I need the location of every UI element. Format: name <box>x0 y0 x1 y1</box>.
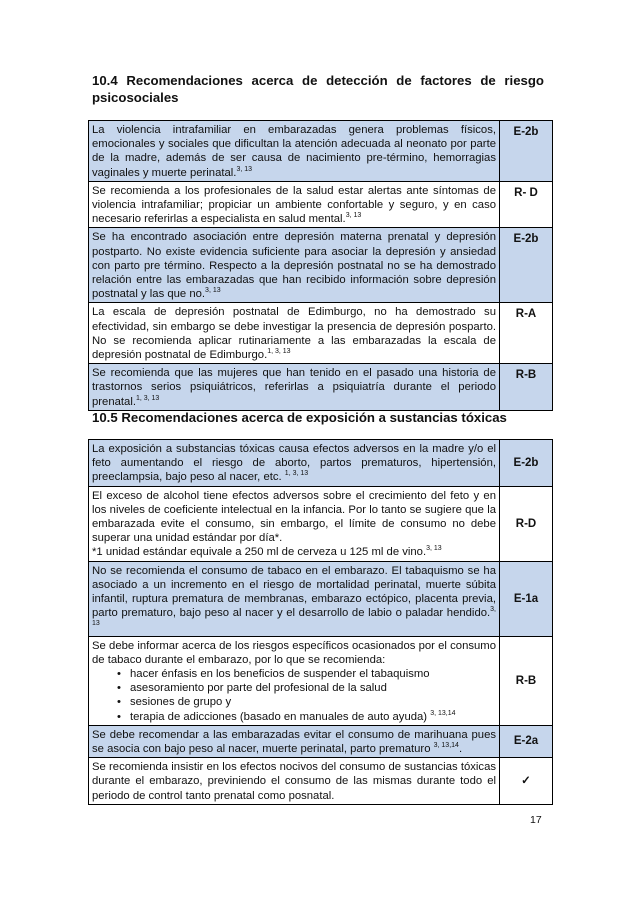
table-row <box>89 121 553 182</box>
evidence-text: Se debe recomendar a las embarazadas evitar el consumo de marihuana pues se asocia con bajo peso al nacer, muerte perinatal, parto prematuro $^{3, 13,14}$. <box>89 725 500 757</box>
recommendation-text: El exceso de alcohol tiene efectos adversos sobre el crecimiento del feto y en los niveles de coeficiente intelectual en la infancia. Por lo tanto se sugiere que la embarazada evite el consumo, sin embargo, el límite de consumo no debe superar una unidad estándar por día*. *1 unidad estándar equivale a 250 ml de cerveza u 125 ml de vino.$^{3, 13}$ <box>89 486 500 561</box>
standard-unit-note: *1 unidad estándar equivale a 250 ml de cerveza u 125 ml de vino. <box>92 546 427 559</box>
table-row <box>89 561 553 636</box>
table-row <box>89 486 553 561</box>
evidence-level: E-2a <box>500 725 553 757</box>
recommendation-grade: R-D <box>500 486 553 561</box>
table-row <box>89 725 553 757</box>
page-number: 17 <box>530 814 542 826</box>
evidence-level: E-1a <box>500 561 553 636</box>
evidence-text: Se ha encontrado asociación entre depresión materna prenatal y depresión postparto. No existe evidencia suficiente para asociar la depresión y ansiedad con parto pre término. Respecto a la depresión postnatal no se ha demostrado relación entre las embarazadas que han recibido información sobre depresión postnatal y las que no.$^{3, 13}$ <box>89 228 500 303</box>
list-item: • hacer énfasis en los beneficios de suspender el tabaquismo <box>130 667 496 681</box>
table-row <box>89 181 553 228</box>
recommendation-grade: R-B <box>500 364 553 411</box>
recommendation-text: La escala de depresión postnatal de Edimburgo, no ha demostrado su efectividad, sin embargo se debe investigar la presencia de depresión posparto. No se recomienda aplicar rutinariamente a las embarazadas la escala de depresión postnatal de Edimburgo.$^{1, 3, 13}$ <box>89 303 500 364</box>
evidence-level: E-2b <box>500 440 553 487</box>
section-10-5-heading: 10.5 Recomendaciones acerca de exposición a sustancias tóxicas <box>92 410 507 425</box>
table-row <box>89 303 553 364</box>
checkmark-icon: ✓ <box>500 758 553 805</box>
recommendation-grade: R-A <box>500 303 553 364</box>
list-item: • asesoramiento por parte del profesional de la salud <box>130 681 496 695</box>
section-10-4-heading-line2: psicosociales <box>92 90 179 105</box>
table-row <box>89 440 553 487</box>
section-10-4-heading-line1: 10.4 Recomendaciones acerca de detección de factores de riesgo <box>92 73 544 88</box>
recommendation-text: Se recomienda a los profesionales de la salud estar alertas ante síntomas de violencia intrafamiliar; propiciar un ambiente confortable y seguro, y en caso necesario referirlas a especialista en salud mental.$^{3, 13}$ <box>89 181 500 228</box>
section-10-4-heading <box>92 72 544 106</box>
table-row <box>89 228 553 303</box>
recommendation-grade: R-B <box>500 636 553 725</box>
list-item: • terapia de adicciones (basado en manuales de auto ayuda) $^{3, 13,14}$ <box>130 710 496 724</box>
recommendation-text: Se recomienda que las mujeres que han tenido en el pasado una historia de trastornos serios psiquiátricos, referirlas a psiquiatría durante el periodo prenatal.$^{1, 3, 13}$ <box>89 364 500 411</box>
smoking-advice-list <box>92 667 496 724</box>
evidence-text: La violencia intrafamiliar en embarazadas genera problemas físicos, emocionales y sociales que dificultan la atención adecuada al neonato por parte de la madre, además de ser causa de nacimiento pre-término, hemorragias vaginales y muerte perinatal.$^{3, 13}$ <box>89 121 500 182</box>
psychosocial-risk-table <box>88 120 553 411</box>
table-row <box>89 758 553 805</box>
table-row <box>89 364 553 411</box>
evidence-level: E-2b <box>500 121 553 182</box>
evidence-level: E-2b <box>500 228 553 303</box>
toxic-substances-table <box>88 439 553 805</box>
table-row <box>89 636 553 725</box>
list-item: • sesiones de grupo y <box>130 695 496 709</box>
recommendation-text: Se debe informar acerca de los riesgos específicos ocasionados por el consumo de tabaco durante el embarazo, por lo que se recomienda: • hacer énfasis en los beneficios de suspender el tabaquismo • asesoramiento por parte del profesional de la salud • sesiones de grupo y • terapia de adicciones (basado en manuales de auto ayuda) $^{3, 13,14}$ <box>89 636 500 725</box>
recommendation-grade: R- D <box>500 181 553 228</box>
evidence-text: No se recomienda el consumo de tabaco en el embarazo. El tabaquismo se ha asociado a un incremento en el riesgo de mortalidad perinatal, muerte súbita infantil, ruptura prematura de membranas, embarazo ectópico, placenta previa, parto prematuro, bajo peso al nacer y el desarrollo de labio o paladar hendido.$^{3, 13}$ <box>89 561 500 636</box>
good-practice-text: Se recomienda insistir en los efectos nocivos del consumo de sustancias tóxicas durante el embarazo, previniendo el consumo de las mismas durante todo el periodo de control tanto prenatal como posnatal. <box>89 758 500 805</box>
evidence-text: La exposición a substancias tóxicas causa efectos adversos en la madre y/o el feto aumentando el riesgo de aborto, partos prematuros, hipertensión, preeclampsia, bajo peso al nacer, etc. $^{1, 3, 13}$ <box>89 440 500 487</box>
